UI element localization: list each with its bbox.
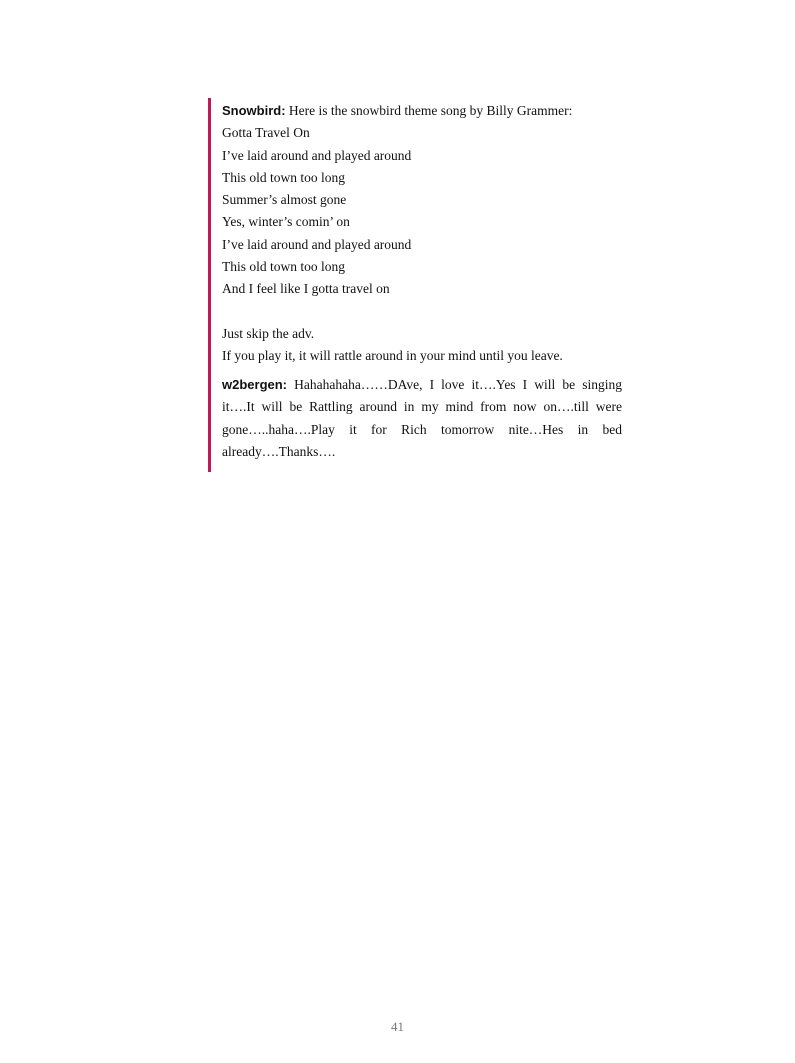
post-snowbird [222,100,622,368]
chat-quote-block [208,98,623,472]
post-text-line: If you play it, it will rattle around in your mind until you leave. [222,348,563,364]
post-text-line: Just skip the adv. [222,325,315,341]
page-number: 41 [391,1019,404,1034]
speaker-name: w2bergen: [222,377,288,392]
song-lyric-line: Yes, winter’s comin’ on [222,214,350,230]
song-lyric-line: Gotta Travel On [222,125,310,141]
song-lyric-line: I’ve laid around and played around [222,147,412,163]
snowbird-intro-line [222,100,622,122]
song-lyric-line: This old town too long [222,169,346,185]
speaker-name: Snowbird: [222,103,286,118]
song-lyric-line: I’ve laid around and played around [222,236,412,252]
post-text: Here is the snowbird theme song by Billy Grammer: [288,103,573,118]
song-lyric-line: Summer’s almost gone [222,192,347,208]
blank-line [222,301,622,323]
post-w2bergen [222,374,622,464]
song-lyric-line: And I feel like I gotta travel on [222,281,390,297]
song-lyric-line: This old town too long [222,259,346,275]
post-text: Hahahahaha……DAve, I love it….Yes I will be singing it….It will be Rattling around in my mind from now on….till were gone…..haha….Play it for Rich tomorrow nite…Hes in bed already….Thanks…. [222,377,623,460]
